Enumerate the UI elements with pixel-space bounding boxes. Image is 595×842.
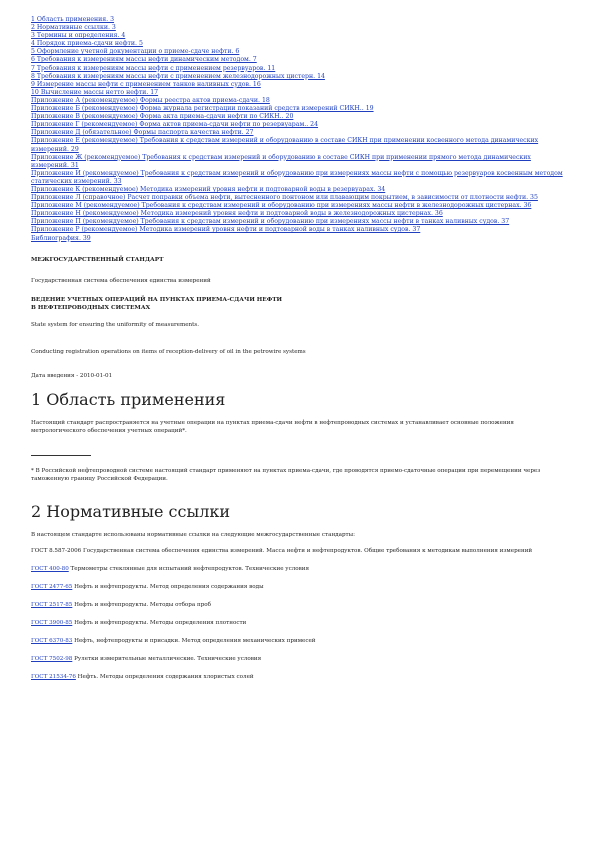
toc-link[interactable]: Приложение Ж (рекомендуемое) Требования к средствам измерений и оборудованию в составе СИКН при применении прямого метода динамических измерений. 31 [31,153,531,169]
reference-link[interactable]: ГОСТ 2477-65 [31,583,73,590]
toc-link[interactable]: 10 Вычисление массы нетто нефти. 17 [31,88,159,96]
toc-item [31,32,566,40]
toc-item [31,202,566,210]
toc-item [31,194,566,202]
reference-item [31,619,566,627]
toc-link[interactable]: Приложение И (рекомендуемое) Требования к средствам измерений и оборудованию при измерениях массы нефти с помощью резервуаров косвенным методом статических измерений. 33 [31,169,563,185]
reference-item: ГОСТ 8.587-2006 Государственная система обеспечения единства измерений. Масса нефти и нефтепродуктов. Общие требования к методикам выполнения измерений [31,547,533,554]
toc-item [31,73,566,81]
english-title-line: Conducting registration operations on items of reception-delivery of oil in the petrowire systems [31,348,306,355]
toc-item [31,24,566,32]
toc-link[interactable]: Приложение Г (рекомендуемое) Форма актов приема-сдачи нефти по резервуарам.. 24 [31,121,319,129]
reference-text: Нефть и нефтепродукты. Методы отбора проб [72,601,212,608]
toc-link[interactable]: Приложение Е (рекомендуемое) Требования к средствам измерений и оборудованию в составе СИКН при применении косвенного метода динамических измерений. 29 [31,137,539,153]
toc-item [31,154,566,170]
reference-link[interactable]: ГОСТ 7502-98 [31,655,73,662]
toc-link[interactable]: Приложение М (рекомендуемое) Требования к средствам измерений и оборудованию при измерениях массы нефти в железнодорожных цистернах. 36 [31,202,532,210]
toc-link[interactable]: Приложение П (рекомендуемое) Требования к средствам измерений и оборудованию при измерениях массы нефти в танках наливных судов. 37 [31,218,510,226]
toc-item [31,210,566,218]
toc-link[interactable]: 9 Измерение массы нефти с применением танков наливных судов. 16 [31,80,261,88]
reference-item [31,583,566,591]
toc-link[interactable]: Библиография. 39 [31,234,91,242]
reference-item [31,601,566,609]
standard-label: МЕЖГОСУДАРСТВЕННЫЙ СТАНДАРТ [31,256,164,263]
toc-item [31,65,566,73]
reference-item [31,655,566,663]
reference-text: Термометры стеклянные для испытаний нефтепродуктов. Технические условия [68,565,310,572]
toc-item [31,186,566,194]
reference-text: Нефть. Методы определения содержания хлористых солей [75,673,254,680]
toc-link[interactable]: Приложение А (рекомендуемое) Формы реестра актов приема-сдачи. 18 [31,96,270,104]
toc-item [31,40,566,48]
toc-item [31,218,566,226]
reference-link[interactable]: ГОСТ 6370-83 [31,637,73,644]
reference-list [31,547,566,681]
toc-item [31,129,566,137]
section-heading: 1 Область применения [31,389,226,409]
toc-link[interactable]: 6 Требования к измерениям массы нефти динамическим методом. 7 [31,56,257,64]
reference-text: Нефть и нефтепродукты. Метод определения содержания воды [72,583,264,590]
toc-item [31,56,566,64]
system-line: Государственная система обеспечения единства измерений [31,277,211,284]
toc-link[interactable]: Приложение Д (обязательное) Формы паспорта качества нефти. 27 [31,129,254,137]
toc-item [31,89,566,97]
toc-link[interactable]: Приложение Л (справочное) Расчет поправки объема нефти, вытесненного понтоном или плавающим покрытием, в зависимости от плотности нефти. 35 [31,194,538,202]
footnote-divider [31,455,91,456]
toc-item [31,16,566,24]
toc-item [31,48,566,56]
toc-link[interactable]: 1 Область применения. 3 [31,16,115,23]
reference-item [31,637,566,645]
reference-text: Рулетки измерительные металлические. Технические условия [72,655,262,662]
toc-item [31,137,566,153]
reference-link[interactable]: ГОСТ 21534-76 [31,673,76,680]
toc-link[interactable]: 4 Порядок приема-сдачи нефти. 5 [31,40,143,48]
toc-item [31,170,566,186]
toc-link[interactable]: Приложение Н (рекомендуемое) Методика измерений уровня нефти и подтоварной воды в железнодорожных цистернах. 36 [31,210,443,218]
toc-link[interactable]: 7 Требования к измерениям массы нефти с применением резервуаров. 11 [31,64,276,72]
toc-link[interactable]: 2 Нормативные ссылки. 3 [31,24,116,32]
toc-link[interactable]: 3 Термины и определения. 4 [31,32,126,40]
section-heading: 2 Нормативные ссылки [31,501,231,521]
reference-text: Нефть, нефтепродукты и присадки. Метод определения механических примесей [72,637,316,644]
footnote: * В Российской нефтепроводной системе настоящий стандарт применяют на пунктах приема-сдачи, где проводятся приемо-сдаточные операции при перемещении через таможенную границу Российской Федерации. [31,467,541,482]
reference-item [31,673,566,681]
toc-item [31,97,566,105]
english-title-line: State system for ensuring the uniformity of measurements. [31,321,200,328]
reference-link[interactable]: ГОСТ 400-80 [31,565,69,572]
toc-link[interactable]: Приложение Р (рекомендуемое) Методика измерений уровня нефти и подтоварной воды в танках наливных судов. 37 [31,226,421,234]
toc-link[interactable]: Приложение К (рекомендуемое) Методика измерений уровня нефти и подтоварной воды в резервуарах. 34 [31,185,386,193]
toc-link[interactable]: Приложение Б (рекомендуемое) Форма журнала регистрации показаний средств измерений СИКН.. 19 [31,105,374,113]
toc-item [31,105,566,113]
toc-link[interactable]: 5 Оформление учетной документации о приеме-сдаче нефти. 6 [31,48,240,56]
standard-title [31,296,566,312]
section-paragraph: В настоящем стандарте использованы нормативные ссылки на следующие межгосударственные стандарты: [31,531,355,538]
section-paragraph: Настоящий стандарт распространяется на учетные операции на пунктах приема-сдачи нефти в нефтепроводных системах и устанавливает основные положения метрологического обеспечения учетных операций*. [31,419,514,434]
toc-item [31,121,566,129]
reference-link[interactable]: ГОСТ 3900-85 [31,619,73,626]
table-of-contents [31,16,566,243]
effective-date: Дата введения - 2010-01-01 [31,372,113,379]
toc-item [31,235,566,243]
standard-title-line: В НЕФТЕПРОВОДНЫХ СИСТЕМАХ [31,304,151,311]
toc-link[interactable]: 8 Требования к измерениям массы нефти с применением железнодорожных цистерн. 14 [31,72,325,80]
toc-link[interactable]: Приложение В (рекомендуемое) Форма акта приема-сдачи нефти по СИКН.. 20 [31,113,294,121]
toc-item [31,81,566,89]
standard-title-line: ВЕДЕНИЕ УЧЕТНЫХ ОПЕРАЦИЙ НА ПУНКТАХ ПРИЕМА-СДАЧИ НЕФТИ [31,296,282,303]
toc-item [31,226,566,234]
reference-text: Нефть и нефтепродукты. Методы определения плотности [72,619,247,626]
reference-item [31,565,566,573]
toc-item [31,113,566,121]
document-page [31,16,566,691]
reference-link[interactable]: ГОСТ 2517-85 [31,601,73,608]
